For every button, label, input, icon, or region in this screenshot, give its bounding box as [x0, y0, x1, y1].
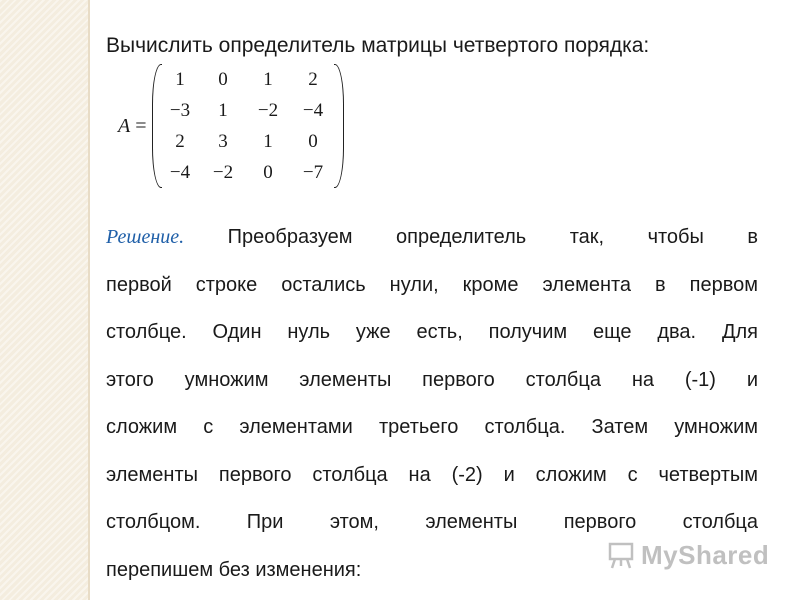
solution-line: сложим с элементами третьего столбца. Затем умножим — [106, 416, 758, 438]
matrix-equals-sign: = — [135, 115, 147, 137]
solution-line: столбце. Один нуль уже есть, получим еще два. Для — [106, 321, 758, 343]
matrix-cell: 1 — [263, 68, 273, 90]
matrix-right-bracket — [334, 64, 344, 188]
matrix-cell: 3 — [218, 130, 228, 152]
matrix-cell: −4 — [302, 99, 324, 121]
matrix-cell: −2 — [257, 99, 279, 121]
matrix-cell: 2 — [308, 68, 318, 90]
matrix-cell: 0 — [218, 68, 228, 90]
solution-line: этого умножим элементы первого столбца на (-1) и — [106, 368, 758, 391]
matrix-cell: 0 — [263, 161, 273, 183]
solution-label: Решение. — [106, 226, 185, 248]
matrix-cell: 1 — [263, 130, 273, 152]
presentation-board-icon — [607, 540, 637, 570]
solution-line-text: Преобразуем определитель так, чтобы в — [227, 226, 759, 248]
matrix-cell: 1 — [218, 99, 228, 121]
side-strip-border — [88, 0, 90, 600]
matrix-variable: A — [118, 115, 131, 137]
matrix-cell: −7 — [302, 161, 324, 183]
matrix-cell: 0 — [308, 130, 318, 152]
solution-line: столбцом. При этом, элементы первого столбца — [106, 511, 758, 533]
watermark — [607, 538, 769, 572]
solution-paragraph — [106, 214, 758, 594]
watermark-text: MyShared — [641, 539, 770, 570]
solution-line — [106, 214, 758, 262]
matrix-cell: 1 — [175, 68, 185, 90]
solution-line: первой строке остались нули, кроме элемента в первом — [106, 273, 758, 296]
decorative-side-strip — [0, 0, 88, 600]
solution-line: перепишем без изменения: — [106, 558, 362, 581]
solution-line: элементы первого столбца на (-2) и сложим с четвертым — [106, 463, 758, 486]
matrix-cell: −3 — [169, 99, 191, 121]
matrix-cell: −2 — [212, 161, 234, 183]
task-heading: Вычислить определитель матрицы четвертого порядка: — [106, 34, 650, 57]
matrix-grid — [160, 64, 336, 188]
matrix-cell: 2 — [175, 130, 185, 152]
matrix-cell: −4 — [169, 161, 191, 183]
matrix-label — [118, 115, 147, 138]
